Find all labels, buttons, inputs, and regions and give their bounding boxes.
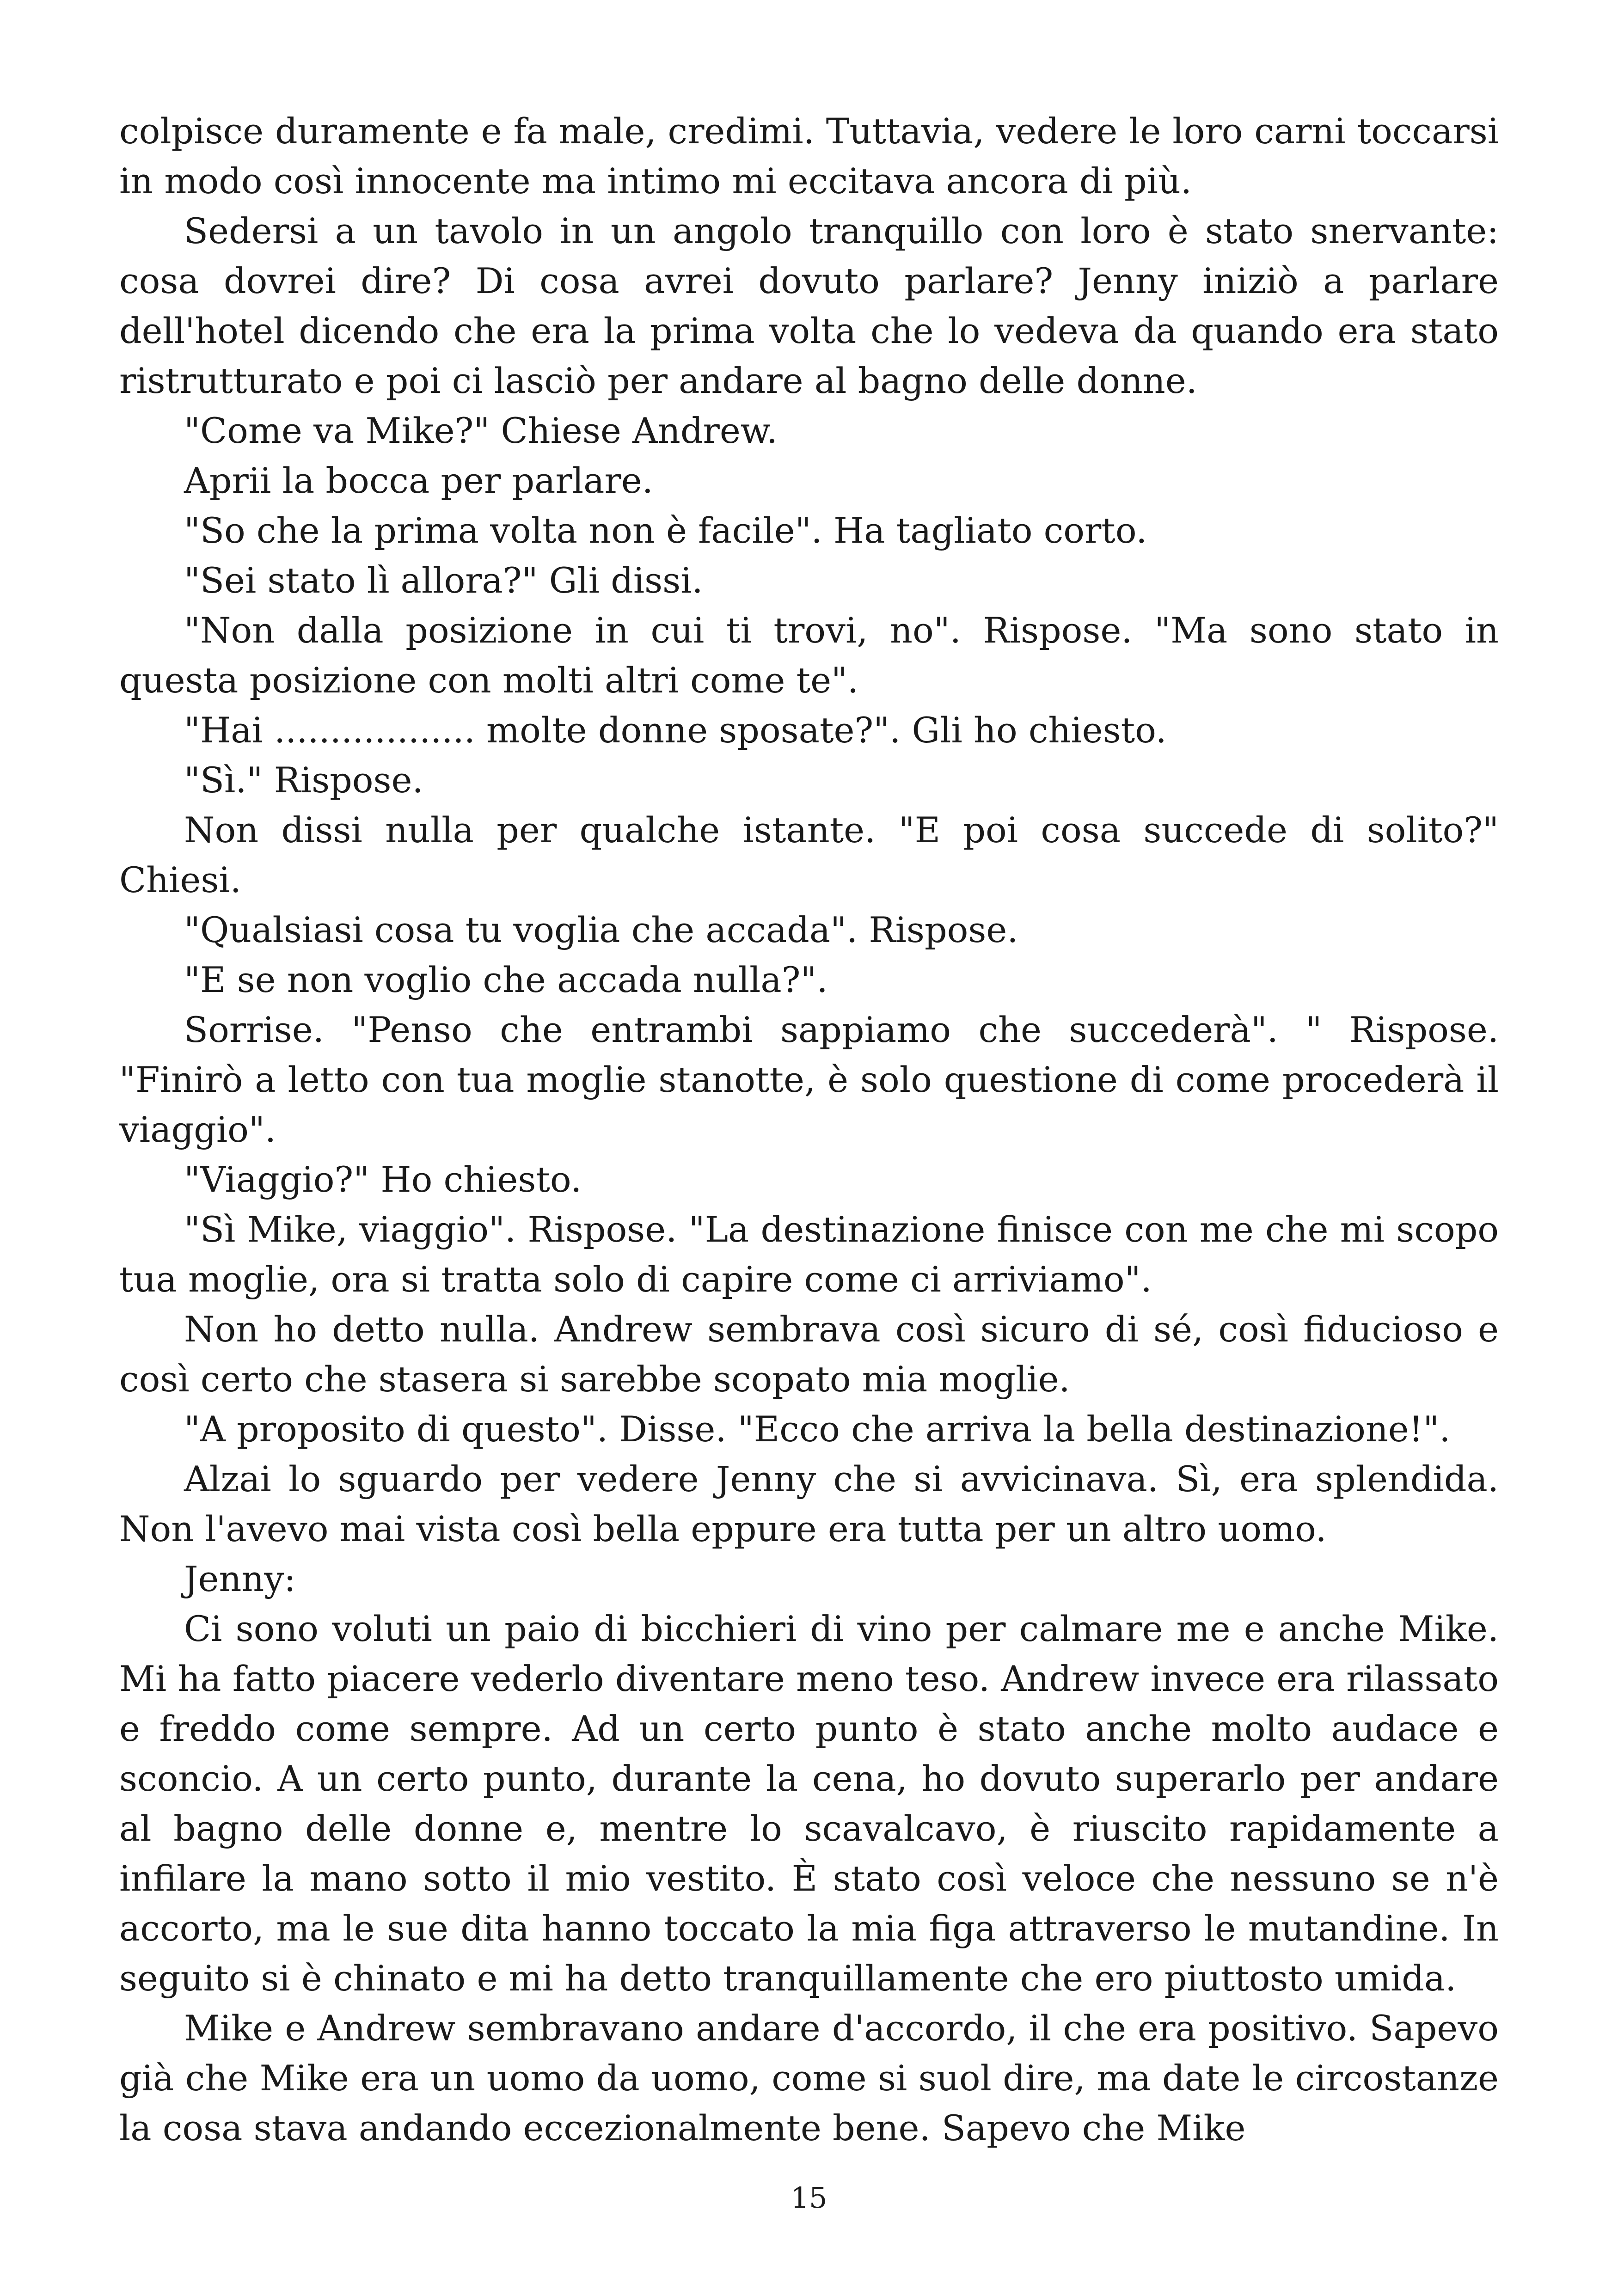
page-number: 15 [791,2181,827,2215]
paragraph: Jenny: [184,1558,296,1599]
paragraph: "Non dalla posizione in cui ti trovi, no". Rispose. "Ma sono stato in questa posizione con molti altri come te". [119,610,1499,701]
paragraph: "So che la prima volta non è facile". Ha tagliato corto. [184,510,1147,551]
paragraph: "Come va Mike?" Chiese Andrew. [184,410,778,451]
paragraph: Alzai lo sguardo per vedere Jenny che si avvicinava. Sì, era splendida. Non l'avevo mai vista così bella eppure era tutta per un altro uomo. [119,1458,1499,1549]
paragraph: "Sì." Rispose. [184,759,423,801]
paragraph: Non ho detto nulla. Andrew sembrava così sicuro di sé, così fiducioso e così certo che stasera si sarebbe scopato mia moglie. [119,1309,1499,1400]
paragraph: "Sì Mike, viaggio". Rispose. "La destinazione finisce con me che mi scopo tua moglie, ora si tratta solo di capire come ci arriviamo". [119,1209,1499,1300]
paragraph: "Qualsiasi cosa tu voglia che accada". Rispose. [184,909,1018,950]
paragraph: "Sei stato lì allora?" Gli dissi. [184,560,703,601]
paragraph: colpisce duramente e fa male, credimi. Tuttavia, vedere le loro carni toccarsi in modo così innocente ma intimo mi eccitava ancora di più. [119,110,1499,202]
paragraph: Aprii la bocca per parlare. [184,460,653,501]
paragraph: Sorrise. "Penso che entrambi sappiamo che succederà". " Rispose. "Finirò a letto con tua moglie stanotte, è solo questione di come procederà il viaggio". [119,1009,1499,1150]
body-text [119,106,1499,2153]
paragraph: "E se non voglio che accada nulla?". [184,959,828,1000]
paragraph: Mike e Andrew sembravano andare d'accordo, il che era positivo. Sapevo già che Mike era un uomo da uomo, come si suol dire, ma date le circostanze la cosa stava andando eccezionalmente bene. Sapevo che Mike [119,2008,1499,2149]
paragraph: "Hai .................. molte donne sposate?". Gli ho chiesto. [184,710,1167,751]
paragraph: Non dissi nulla per qualche istante. "E poi cosa succede di solito?" Chiesi. [119,809,1499,900]
paragraph: "Viaggio?" Ho chiesto. [184,1159,582,1200]
paragraph: "A proposito di questo". Disse. "Ecco che arriva la bella destinazione!". [184,1408,1451,1450]
paragraph: Ci sono voluti un paio di bicchieri di vino per calmare me e anche Mike. Mi ha fatto piacere vederlo diventare meno teso. Andrew invece era rilassato e freddo come sempre. Ad un certo punto è stato anche molto audace e sconcio. A un certo punto, durante la cena, ho dovuto superarlo per andare al bagno delle donne e, mentre lo scavalcavo, è riuscito rapidamente a infilare la mano sotto il mio vestito. È stato così veloce che nessuno se n'è accorto, ma le sue dita hanno toccato la mia figa attraverso le mutandine. In seguito si è chinato e mi ha detto tranquillamente che ero piuttosto umida. [119,1608,1499,1999]
paragraph: Sedersi a un tavolo in un angolo tranquillo con loro è stato snervante: cosa dovrei dire? Di cosa avrei dovuto parlare? Jenny iniziò a parlare dell'hotel dicendo che era la prima volta che lo vedeva da quando era stato ristrutturato e poi ci lasciò per andare al bagno delle donne. [119,210,1499,401]
